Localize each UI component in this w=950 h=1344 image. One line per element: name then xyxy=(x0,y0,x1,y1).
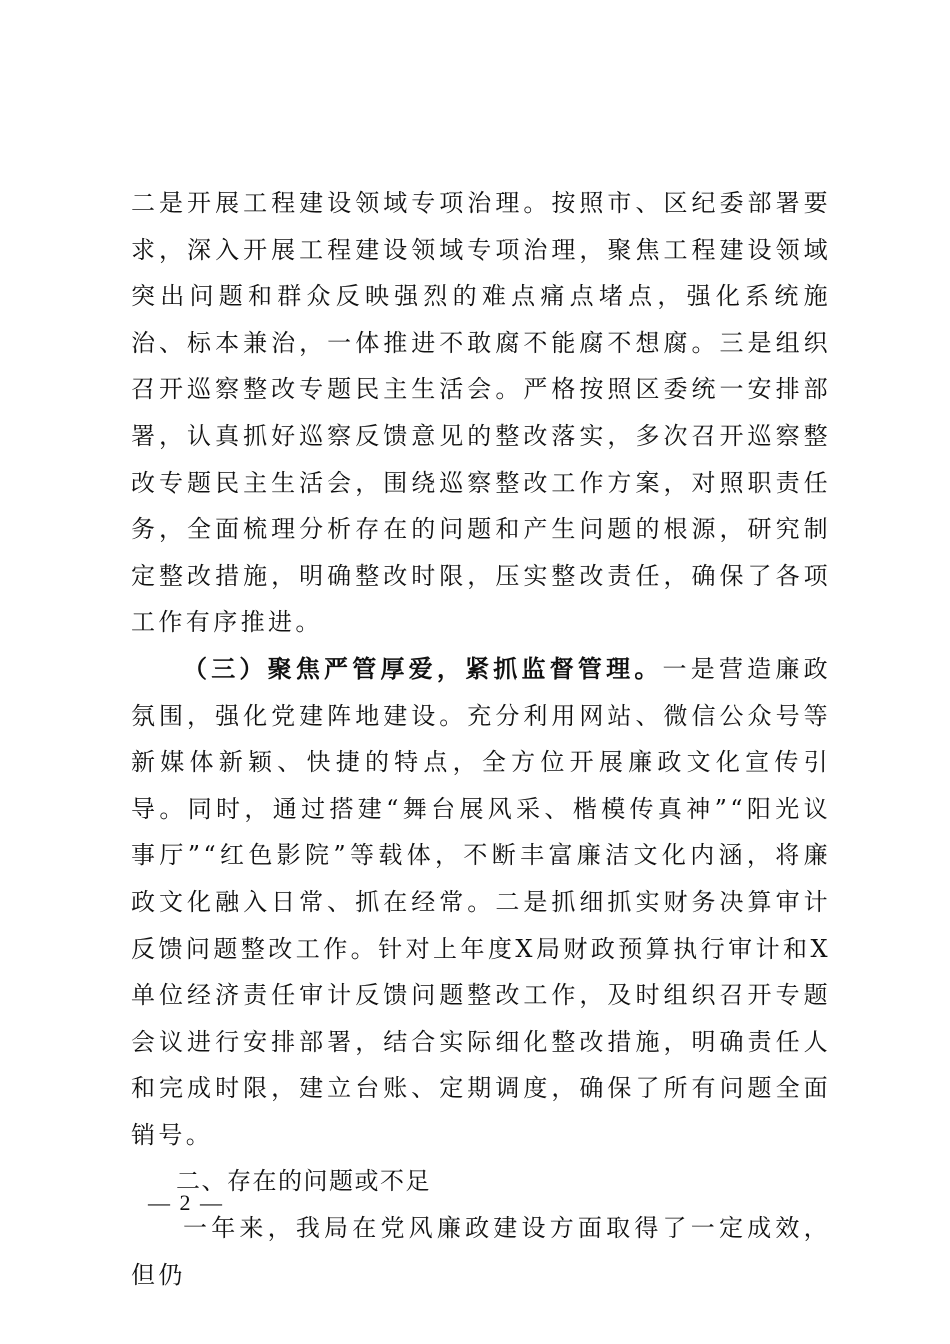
paragraph-text: 一是营造廉政氛围，强化党建阵地建设。充分利用网站、微信公众号等新媒体新颖、快捷的特点，全方位开展廉政文化宣传引导。同时，通过搭建“舞台展风采、楷模传真神”“阳光议事厅”“红色影院”等载体，不断丰富廉洁文化内涵，将廉政文化融入日常、抓在经常。二是抓细抓实财务决算审计反馈问题整改工作。针对上年度X局财政预算执行审计和X单位经济责任审计反馈问题整改工作，及时组织召开专题会议进行安排部署，结合实际细化整改措施，明确责任人和完成时限，建立台账、定期调度，确保了所有问题全面销号。 xyxy=(131,654,831,1149)
paragraph-supervision xyxy=(131,646,831,1159)
paragraph-text: 一年来，我局在党风廉政建设方面取得了一定成效，但仍 xyxy=(131,1214,831,1289)
paragraph-governance-continued xyxy=(131,180,831,646)
paragraph-text: 二是开展工程建设领域专项治理。按照市、区纪委部署要求，深入开展工程建设领域专项治理，聚焦工程建设领域突出问题和群众反映强烈的难点痛点堵点，强化系统施治、标本兼治，一体推进不敢腐不能腐不想腐。三是组织召开巡察整改专题民主生活会。严格按照区委统一安排部署，认真抓好巡察反馈意见的整改落实，多次召开巡察整改专题民主生活会，围绕巡察整改工作方案，对照职责任务，全面梳理分析存在的问题和产生问题的根源，研究制定整改措施，明确整改时限，压实整改责任，确保了各项工作有序推进。 xyxy=(131,189,831,637)
document-body xyxy=(131,180,831,1298)
subsection-lead: （三）聚焦严管厚爱，紧抓监督管理。 xyxy=(183,653,663,683)
paragraph-problems-intro xyxy=(131,1205,831,1298)
section-heading: 二、存在的问题或不足 xyxy=(176,1167,431,1196)
page-number: — 2 — xyxy=(148,1190,224,1215)
